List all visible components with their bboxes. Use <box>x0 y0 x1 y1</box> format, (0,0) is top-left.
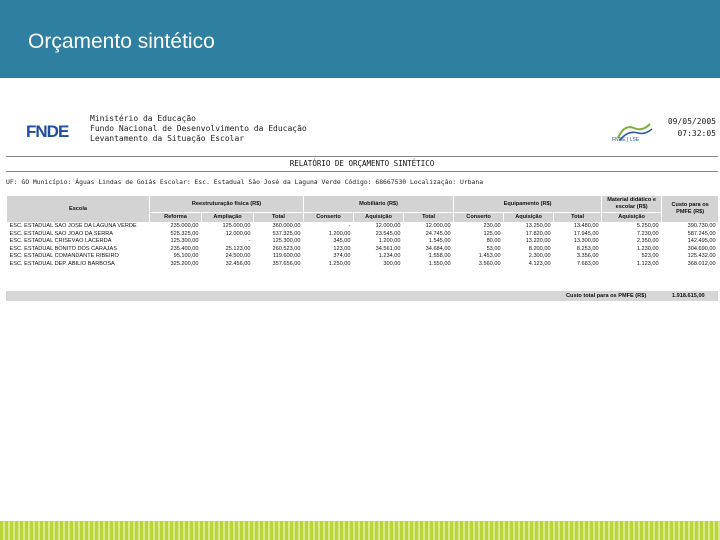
table-cell: 13.220,00 <box>525 238 551 244</box>
organization-lines <box>90 114 307 144</box>
table-cell: 125.300,00 <box>272 238 301 244</box>
table-row <box>7 253 719 261</box>
table-cell: - <box>348 223 351 229</box>
table-cell: 12.000,00 <box>375 223 401 229</box>
table-cell: 1.558,00 <box>428 253 451 259</box>
table-cell: 125.432,00 <box>687 253 716 259</box>
fnde-logo-text: FNDE <box>26 122 69 141</box>
table-row <box>7 261 719 269</box>
table-cell: - <box>248 238 251 244</box>
report-date: 09/05/2005 <box>667 117 716 126</box>
table-cell: 32.456,00 <box>225 260 251 267</box>
slide-title: Orçamento sintético <box>28 30 215 53</box>
table-cell: 1.550,00 <box>428 260 451 267</box>
table-cell: 95.100,00 <box>173 253 199 259</box>
cell-escola: ESC. ESTADUAL SÃO JOÃO DA SERRA <box>9 230 114 237</box>
subheader-aquisicao: Aquisição <box>504 213 554 223</box>
cell-escola: ESC. ESTADUAL SÃO JOSÉ DA LAGUNA VERDE <box>9 223 137 229</box>
table-cell: 368.012,00 <box>687 260 716 267</box>
table-cell: 1.453,00 <box>478 253 501 259</box>
bottom-decorative-bar <box>0 521 720 540</box>
table-cell: 345,00 <box>333 238 351 244</box>
table-cell: 119.600,00 <box>272 253 301 259</box>
table-cell: 3.356,00 <box>576 253 599 259</box>
table-cell: 80,00 <box>486 238 501 244</box>
header-material: Material didático e escolar (R$) <box>602 196 662 213</box>
table-cell: 523,00 <box>641 253 659 259</box>
table-row <box>7 246 719 254</box>
header-infra: Reestruturação física (R$) <box>150 196 304 213</box>
table-cell: 24.500,00 <box>225 253 251 259</box>
table-cell: 325.200,00 <box>170 260 199 267</box>
table-cell: 390.730,00 <box>687 223 716 229</box>
table-cell: 12.000,00 <box>225 230 251 237</box>
table-cell: 3.560,00 <box>478 260 501 267</box>
table-cell: 7.230,00 <box>636 230 659 237</box>
subheader-reforma: Reforma <box>150 213 202 223</box>
subheader-ampliacao: Ampliação <box>202 213 254 223</box>
table-cell: 53,00 <box>486 245 501 252</box>
budget-table <box>6 195 719 268</box>
cell-escola: ESC. ESTADUAL DEP. ABÍLIO BARBOSA <box>9 260 115 267</box>
table-cell: 235.400,00 <box>170 245 199 252</box>
table-cell: 537.325,00 <box>272 230 301 237</box>
subheader-conserto: Conserto <box>304 213 354 223</box>
total-label: Custo total para os PMFE (R$) <box>566 293 647 299</box>
table-cell: 525.325,00 <box>170 230 199 237</box>
table-cell: 125.000,00 <box>222 223 251 229</box>
table-cell: 360.000,00 <box>272 223 301 229</box>
table-cell: 235.000,00 <box>170 223 199 229</box>
table-cell: 34.684,00 <box>425 245 451 252</box>
table-row <box>7 231 719 239</box>
table-cell: 125.300,00 <box>170 238 199 244</box>
table-cell: 1.200,00 <box>328 230 351 237</box>
total-value: 1.918.615,00 <box>672 293 705 299</box>
table-cell: 1.123,00 <box>636 260 659 267</box>
fnde-logo <box>26 122 68 142</box>
table-cell: 8.200,00 <box>528 245 551 252</box>
subheader-aquisicao: Aquisição <box>602 213 662 223</box>
table-cell: 304.690,00 <box>687 245 716 252</box>
table-cell: 1.234,00 <box>378 253 401 259</box>
table-cell: 5.250,00 <box>636 223 659 229</box>
table-cell: 374,00 <box>333 253 351 259</box>
table-cell: 13.480,00 <box>573 223 599 229</box>
table-cell: 125,00 <box>483 230 501 237</box>
table-cell: 1.230,00 <box>636 245 659 252</box>
report-document <box>6 108 718 308</box>
report-title: RELATÓRIO DE ORÇAMENTO SINTÉTICO <box>289 159 435 168</box>
report-datetime <box>660 116 716 140</box>
table-cell: 13.250,00 <box>525 223 551 229</box>
table-cell: 13.300,00 <box>573 238 599 244</box>
table-row <box>7 223 719 231</box>
table-group-header-row <box>7 196 719 213</box>
table-cell: 1.545,00 <box>428 238 451 244</box>
subheader-conserto: Conserto <box>454 213 504 223</box>
subheader-total: Total <box>404 213 454 223</box>
table-cell: 123,00 <box>333 245 351 252</box>
table-row <box>7 238 719 246</box>
table-cell: 7.683,00 <box>576 260 599 267</box>
table-cell: 1.200,00 <box>378 238 401 244</box>
report-time: 07:32:05 <box>677 129 716 138</box>
table-cell: 260.523,00 <box>272 245 301 252</box>
table-cell: 24.745,00 <box>425 230 451 237</box>
table-cell: 12.000,00 <box>425 223 451 229</box>
table-cell: 2.350,00 <box>636 238 659 244</box>
header-mobiliario: Mobiliário (R$) <box>304 196 454 213</box>
table-cell: 23.545,00 <box>375 230 401 237</box>
table-cell: 142.495,00 <box>687 238 716 244</box>
table-cell: 25.123,00 <box>225 245 251 252</box>
table-cell: 357.656,00 <box>272 260 301 267</box>
table-cell: 17.820,00 <box>525 230 551 237</box>
header-escola: Escola <box>7 196 150 223</box>
lse-logo-text: FNDE | LSE <box>612 137 640 143</box>
org-line: Fundo Nacional de Desenvolvimento da Educação <box>90 124 307 133</box>
org-line: Ministério da Educação <box>90 114 196 123</box>
table-cell: 2.300,00 <box>528 253 551 259</box>
cell-escola: ESC. ESTADUAL BONITO DOS CARAJÁS <box>9 245 117 252</box>
subheader-total: Total <box>254 213 304 223</box>
table-cell: 1.250,00 <box>328 260 351 267</box>
cell-escola: ESC. ESTADUAL CRISEVÃO LACERDA <box>9 238 112 244</box>
divider <box>6 171 718 172</box>
cell-escola: ESC. ESTADUAL COMANDANTE RIBEIRO <box>9 253 119 259</box>
table-cell: 300,00 <box>383 260 401 267</box>
org-line: Levantamento da Situação Escolar <box>90 134 245 143</box>
table-cell: 34.561,00 <box>375 245 401 252</box>
divider <box>6 156 718 157</box>
header-equipamento: Equipamento (R$) <box>454 196 602 213</box>
table-cell: 17.945,00 <box>573 230 599 237</box>
header-custo: Custo para os PMFE (R$) <box>662 196 719 223</box>
table-cell: 230,00 <box>483 223 501 229</box>
report-info: UF: GO Município: Águas Lindas de Goiás Escolar: Esc. Estadual São José da Laguna Verde Código: 68667530 Localização: Urbana <box>6 178 484 186</box>
title-bar <box>0 0 720 78</box>
table-cell: 587.245,00 <box>687 230 716 237</box>
table-cell: 8.253,00 <box>576 245 599 252</box>
table-cell: 4.123,00 <box>528 260 551 267</box>
subheader-aquisicao: Aquisição <box>354 213 404 223</box>
subheader-total: Total <box>554 213 602 223</box>
